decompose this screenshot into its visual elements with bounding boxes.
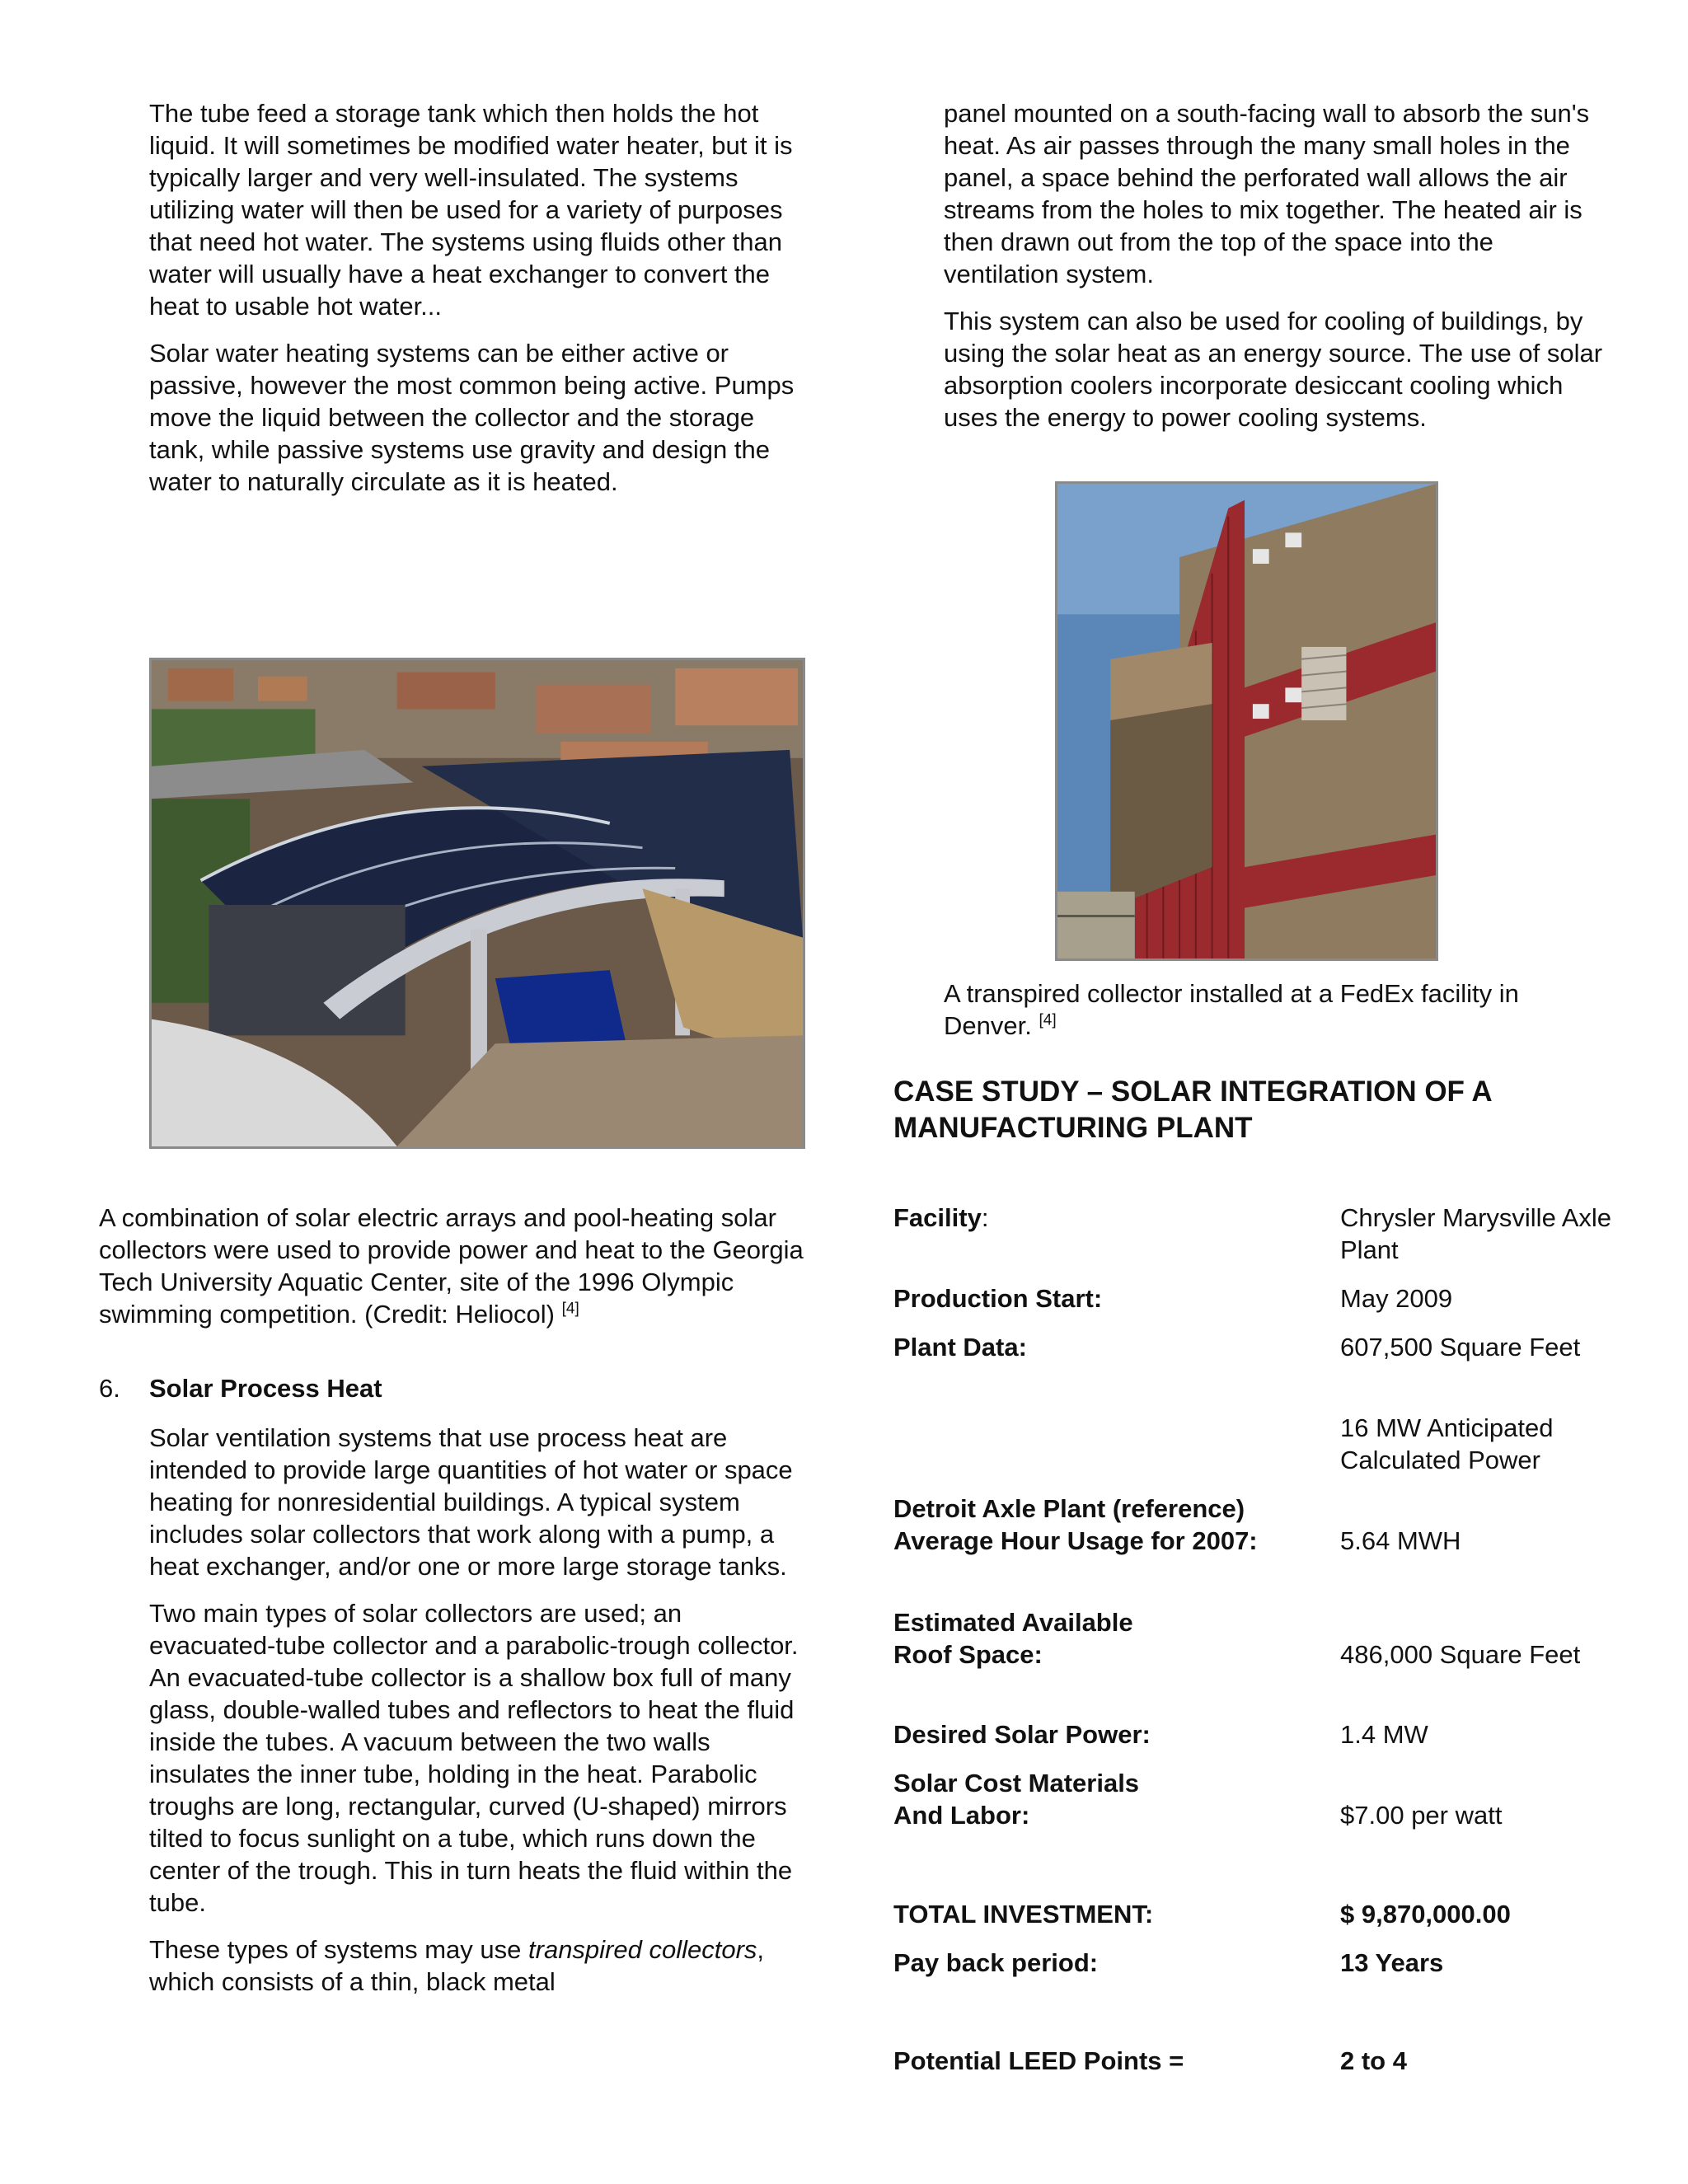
- aquatic-center-photo: [149, 658, 805, 1149]
- payback-period-label: Pay back period:: [893, 1948, 1099, 1977]
- paragraph: Solar water heating systems can be either active or passive, however the most common being active. Pumps move the liquid between the collector and the storage tank, while passive systems use gravity and design the water to naturally circulate as it is heated.: [149, 339, 795, 496]
- detroit-value: 5.64 MWH: [1340, 1526, 1461, 1555]
- plant-data-value-power: 16 MW Anticipated Calculated Power: [1340, 1413, 1554, 1474]
- caption-text: A transpired collector installed at a FedEx facility in Denver.: [944, 979, 1519, 1040]
- plant-data-label: Plant Data:: [893, 1333, 1027, 1361]
- section-heading: [99, 1372, 382, 1404]
- right-column-text: [944, 97, 1603, 434]
- paragraph: The tube feed a storage tank which then holds the hot liquid. It will sometimes be modified water heater, but it is typically larger and very well-insulated. The systems utilizing water will then be used for a variety of purposes that need hot water. The systems using fluids other than water will usually have a heat exchanger to convert the heat to usable hot water...: [149, 99, 793, 321]
- payback-period-value: 13 Years: [1340, 1948, 1444, 1977]
- desired-solar-label: Desired Solar Power:: [893, 1720, 1151, 1749]
- reference-marker: [4]: [561, 1300, 579, 1318]
- roof-space-label-line1: Estimated Available: [893, 1608, 1133, 1637]
- italic-term: transpired collectors: [528, 1935, 757, 1964]
- production-start-value: May 2009: [1340, 1284, 1453, 1313]
- transpired-collector-caption: [944, 977, 1603, 1042]
- left-column-text: [149, 97, 809, 498]
- production-start-label: Production Start:: [893, 1284, 1103, 1313]
- total-investment-value: $ 9,870,000.00: [1340, 1900, 1511, 1929]
- section-body: [149, 1422, 809, 1998]
- roof-space-value: 486,000 Square Feet: [1340, 1640, 1581, 1669]
- detroit-label-line1: Detroit Axle Plant (reference): [893, 1494, 1245, 1523]
- facility-value: Chrysler Marysville Axle Plant: [1340, 1203, 1612, 1264]
- total-investment-label: TOTAL INVESTMENT:: [893, 1900, 1154, 1929]
- case-study-title: CASE STUDY – SOLAR INTEGRATION OF A MANUFACTURING PLANT: [893, 1076, 1492, 1144]
- section-title: Solar Process Heat: [149, 1374, 382, 1403]
- solar-cost-label-line2: And Labor:: [893, 1801, 1030, 1830]
- paragraph-start: These types of systems may use: [149, 1935, 529, 1964]
- detroit-label-line2: Average Hour Usage for 2007:: [893, 1526, 1258, 1555]
- roof-space-label-line2: Roof Space:: [893, 1640, 1043, 1669]
- paragraph: Two main types of solar collectors are used; an evacuated-tube collector and a parabolic-trough collector. An evacuated-tube collector is a shallow box full of many glass, double-walled tubes and reflectors to heat the fluid inside the tubes. A vacuum between the two walls insulates the inner tube, holding in the heat. Parabolic troughs are long, rectangular, curved (U-shaped) mirrors tilted to focus sunlight on a tube, which runs down the center of the trough. This in turn heats the fluid within the tube.: [149, 1599, 799, 1917]
- solar-cost-value: $7.00 per watt: [1340, 1801, 1503, 1830]
- section-number: 6.: [99, 1374, 120, 1403]
- facility-label: [893, 1202, 1339, 1234]
- paragraph: panel mounted on a south-facing wall to absorb the sun's heat. As air passes through the many small holes in the panel, a space behind the perforated wall allows the air streams from the holes to mix together. The heated air is then drawn out from the top of the space into the ventilation system.: [944, 99, 1590, 288]
- paragraph: Solar ventilation systems that use process heat are intended to provide large quantities of hot water or space heating for nonresidential buildings. A typical system includes solar collectors that work along with a pump, a heat exchanger, and/or one or more large storage tanks.: [149, 1423, 793, 1581]
- leed-points-label: Potential LEED Points =: [893, 2046, 1184, 2075]
- caption-text: A combination of solar electric arrays and pool-heating solar collectors were used to provide power and heat to the Georgia Tech University Aquatic Center, site of the 1996 Olympic swimming competition. (Credit: Heliocol): [99, 1203, 804, 1329]
- reference-marker: [4]: [1039, 1011, 1057, 1029]
- aquatic-center-caption: [99, 1202, 808, 1330]
- facility-label-colon: :: [981, 1203, 989, 1232]
- plant-data-value-area: 607,500 Square Feet: [1340, 1333, 1581, 1361]
- transpired-collector-photo: [1055, 481, 1438, 961]
- desired-solar-value: 1.4 MW: [1340, 1720, 1428, 1749]
- facility-label-text: Facility: [893, 1203, 982, 1232]
- paragraph: [149, 1933, 809, 1998]
- leed-points-value: 2 to 4: [1340, 2046, 1407, 2075]
- solar-cost-label-line1: Solar Cost Materials: [893, 1769, 1140, 1797]
- paragraph: This system can also be used for cooling of buildings, by using the solar heat as an energy source. The use of solar absorption coolers incorporate desiccant cooling which uses the energy to power cooling systems.: [944, 307, 1603, 432]
- paragraph-end: , which consists of a thin, black metal: [149, 1935, 765, 1996]
